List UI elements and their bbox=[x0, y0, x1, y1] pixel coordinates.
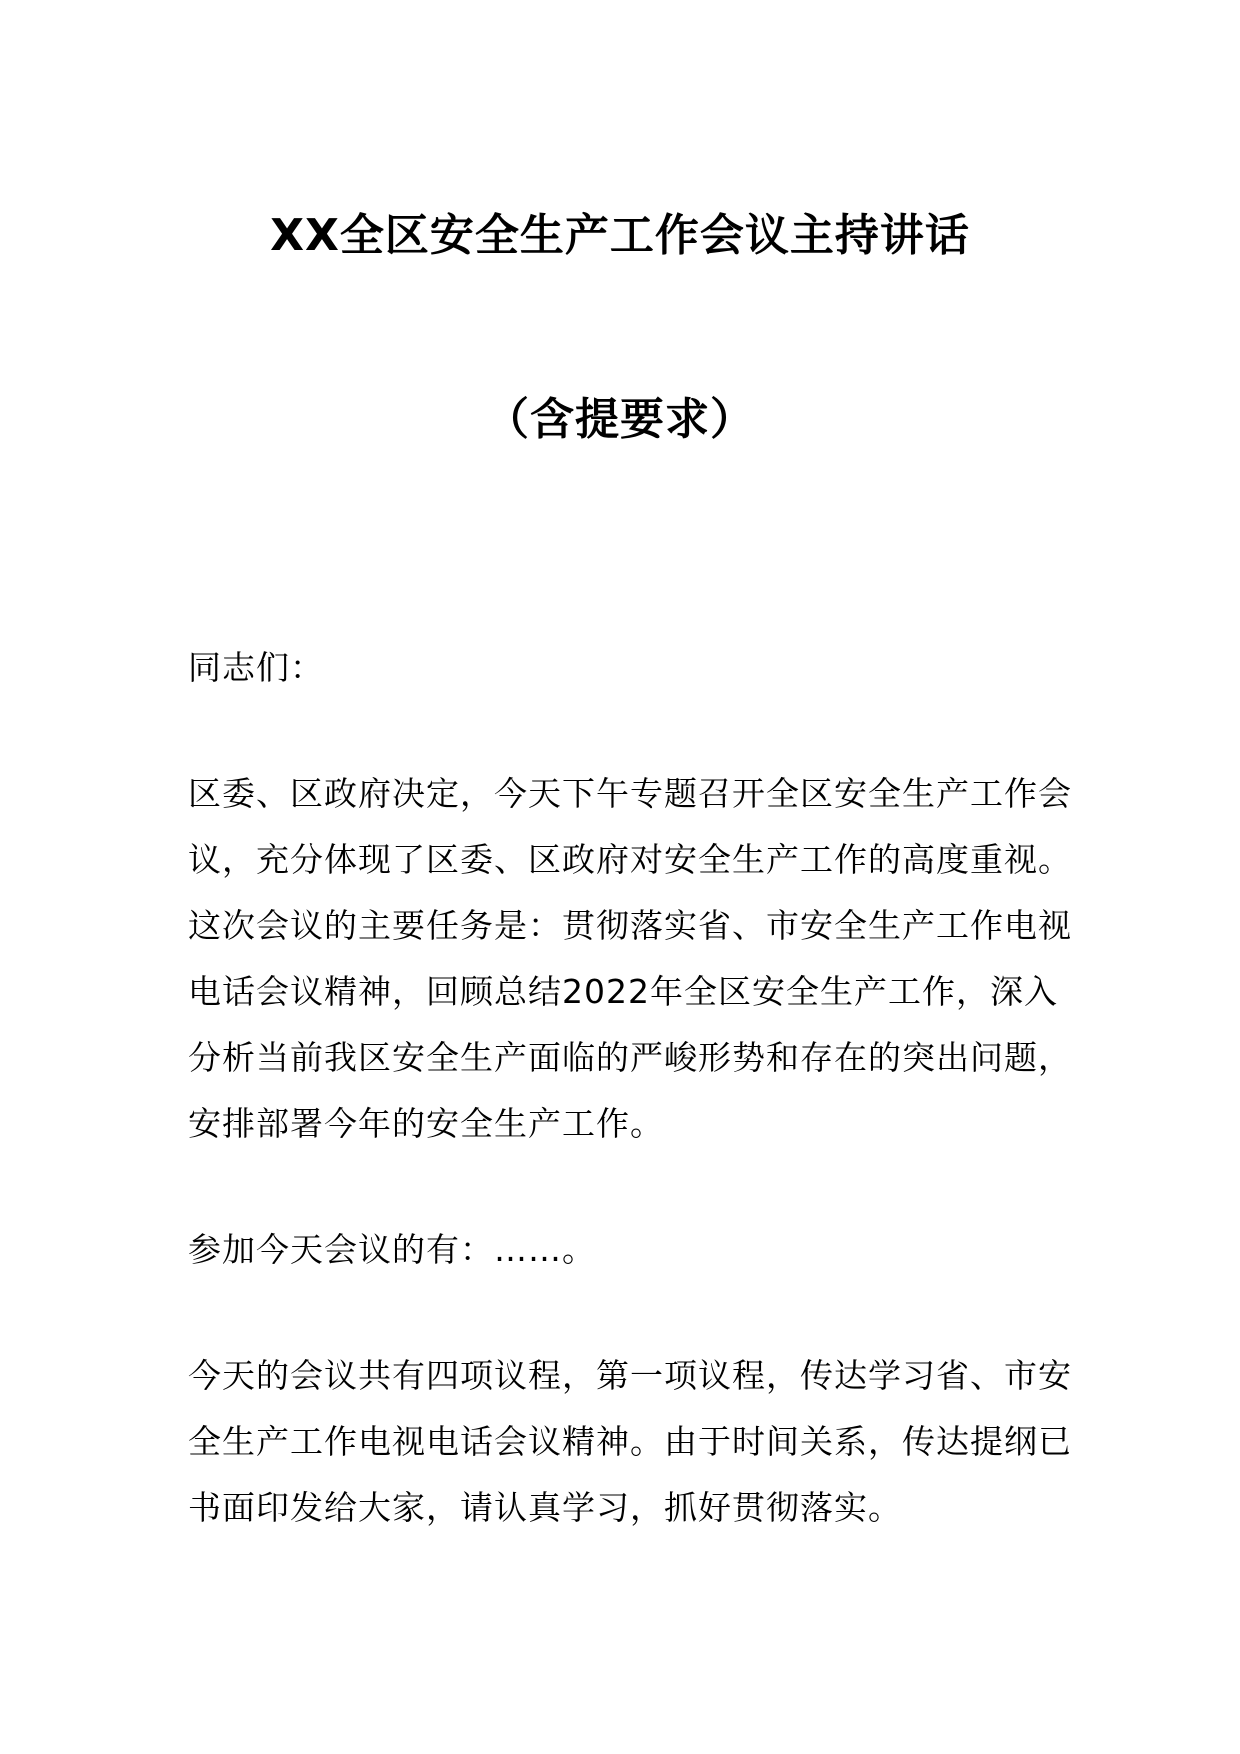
paragraph-opening: 区委、区政府决定，今天下午专题召开全区安全生产工作会议，充分体现了区委、区政府对安全生产工作的高度重视。这次会议的主要任务是：贯彻落实省、市安全生产工作电视电话会议精神，回顾总结2022年全区安全生产工作，深入分析当前我区安全生产面临的严峻形势和存在的突出问题，安排部署今年的安全生产工作。 bbox=[188, 774, 1072, 1143]
document-subtitle: （含提要求） bbox=[485, 394, 755, 445]
paragraph-attendees: 参加今天会议的有：……。 bbox=[188, 1230, 596, 1269]
paragraph-agenda: 今天的会议共有四项议程，第一项议程，传达学习省、市安全生产工作电视电话会议精神。由于时间关系，传达提纲已书面印发给大家，请认真学习，抓好贯彻落实。 bbox=[188, 1356, 1072, 1527]
salutation: 同志们： bbox=[188, 648, 324, 687]
document-title: XX全区安全生产工作会议主持讲话 bbox=[270, 210, 970, 261]
